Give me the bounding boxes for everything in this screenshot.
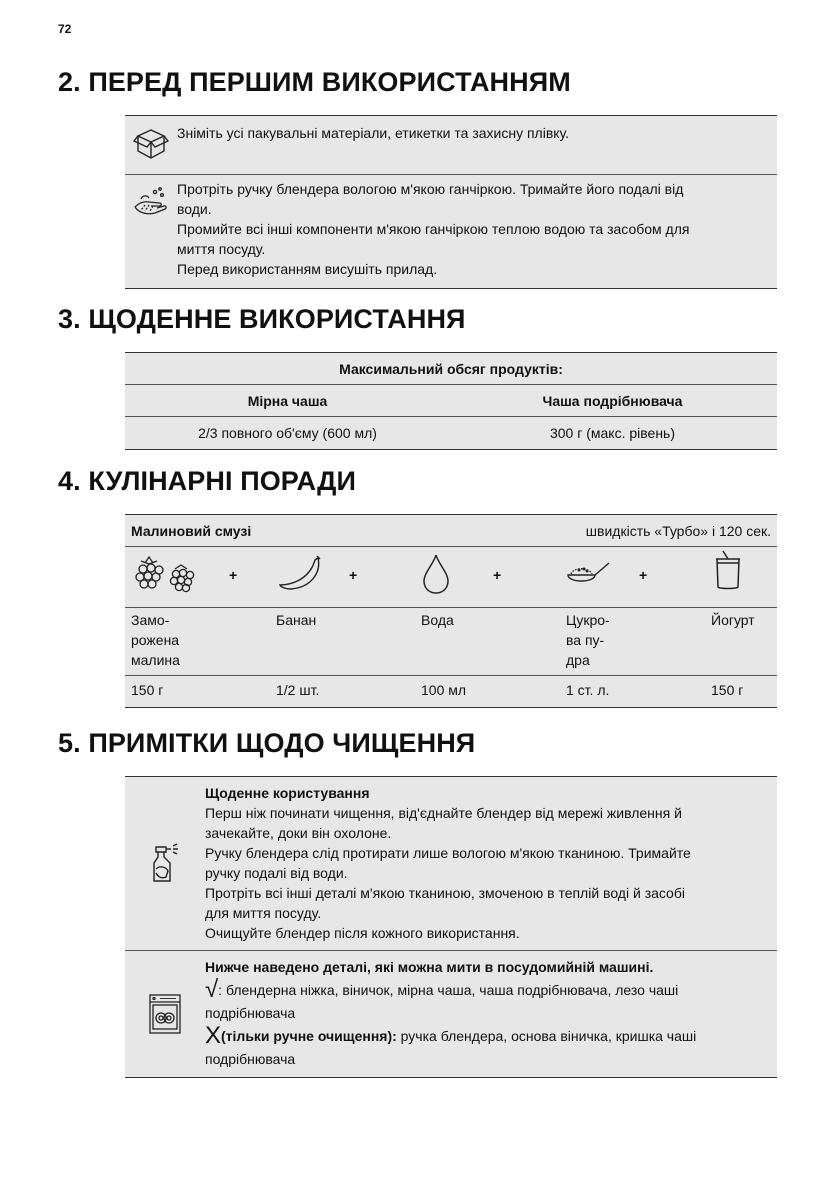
banana-icon [277,553,323,593]
yogurt-cup-icon [713,549,743,593]
hand-wash-label: (тільки ручне очищення): [221,1028,397,1044]
text-line: Протріть всі інші деталі м'якою тканиною, змоченою в теплій воді й засобі [205,885,685,901]
name-line: Вода [421,612,454,628]
before-first-use-box [125,115,777,289]
table-title: Максимальний обсяг продуктів: [339,360,563,377]
daily-cleaning-heading: Щоденне користування [205,785,370,801]
dishwasher-safe-text-cont: подрібнювача [205,1005,296,1021]
name-line: Замо- [131,612,170,628]
text-line: Ручку блендера слід протирати лише вологою м'якою тканиною. Тримайте [205,845,691,861]
text-line: води. [177,201,212,217]
column-header: Чаша подрібнювача [542,392,683,409]
name-line: Йогурт [711,612,755,628]
hand-washing-icon [125,175,177,288]
table-cell: 300 г (макс. рівень) [549,425,676,441]
ingredient-amount: 1/2 шт. [276,682,320,698]
text-line: для миття посуду. [205,905,322,921]
ingredient-name [276,610,340,630]
section-4-title: 4. КУЛІНАРНІ ПОРАДИ [58,466,356,496]
spray-cleaning-icon [125,777,205,950]
dishwasher-safe-line [205,977,771,1003]
table-cell: 2/3 повного об'єму (600 мл) [198,425,377,441]
info-row [125,116,777,175]
ingredient-name [131,610,195,670]
text-line: Протріть ручку блендера вологою м'якою ганчіркою. Тримайте його подалі від [177,181,684,197]
ingredient-names-row [125,608,777,676]
ingredient-amount: 150 г [711,682,744,698]
package-box-icon [125,116,177,174]
ingredient-name [566,610,630,670]
check-mark-icon: √ [205,976,219,1003]
ingredient-amount: 150 г [131,682,164,698]
text-line: Очищуйте блендер після кожного використання. [205,925,520,941]
section-2-title: 2. ПЕРЕД ПЕРШИМ ВИКОРИСТАННЯМ [58,67,571,97]
text-line: ручку подалі від води. [205,865,348,881]
recipe-name: Малиновий смузі [131,522,252,539]
sugar-spoon-icon [565,551,611,591]
ingredient-amounts-row [125,676,777,707]
ingredient-amount: 1 ст. л. [566,682,610,698]
ingredient-icons-row [125,547,777,608]
plus-sign: + [229,567,238,583]
recipe-box [125,514,777,708]
text-line: зачекайте, доки він охолоне. [205,825,392,841]
table-header-row [125,353,777,385]
raspberry-icon [131,555,199,593]
name-line: дра [566,652,590,668]
water-drop-icon [421,553,451,595]
info-row [125,777,777,951]
dishwasher-safe-text: : блендерна ніжка, віничок, мірна чаша, чаша подрібнювача, лезо чаші [218,982,679,998]
ingredient-amount: 100 мл [421,682,467,698]
plus-sign: + [639,567,648,583]
text-line: Перед використанням висушіть прилад. [177,261,438,277]
text-line: Перш ніж починати чищення, від'єднайте блендер від мережі живлення й [205,805,682,821]
dishwasher-icon [125,951,205,1077]
ingredient-name [711,610,775,630]
name-line: ва пу- [566,632,605,648]
cross-mark-icon: X [205,1022,222,1049]
name-line: малина [131,652,180,668]
plus-sign: + [493,567,502,583]
recipe-speed: швидкість «Турбо» і 120 сек. [585,522,771,539]
hand-wash-text-cont: подрібнювача [205,1051,296,1067]
plus-sign: + [349,567,358,583]
text-line: миття посуду. [177,241,266,257]
dishwasher-heading: Нижче наведено деталі, які можна мити в посудомийній машині. [205,959,654,975]
section-5-title: 5. ПРИМІТКИ ЩОДО ЧИЩЕННЯ [58,728,476,758]
cleaning-notes-box [125,776,777,1078]
ingredient-name [421,610,485,630]
section-3-title: 3. ЩОДЕННЕ ВИКОРИСТАННЯ [58,304,466,334]
info-row [125,175,777,288]
name-line: Банан [276,612,317,628]
hand-wash-text: ручка блендера, основа віничка, кришка чаші [396,1028,697,1044]
max-volume-table [125,352,777,450]
text-line: Зніміть усі пакувальні матеріали, етикетки та захисну плівку. [177,125,570,141]
page-number: 72 [58,22,72,36]
text-line: Промийте всі інші компоненти м'якою ганчіркою теплою водою та засобом для [177,221,690,237]
hand-wash-line [205,1023,771,1049]
column-header: Мірна чаша [247,392,328,409]
name-line: Цукро- [566,612,610,628]
name-line: рожена [131,632,180,648]
table-row [125,417,777,449]
info-row [125,951,777,1077]
recipe-header [125,515,777,547]
table-column-header-row [125,385,777,417]
